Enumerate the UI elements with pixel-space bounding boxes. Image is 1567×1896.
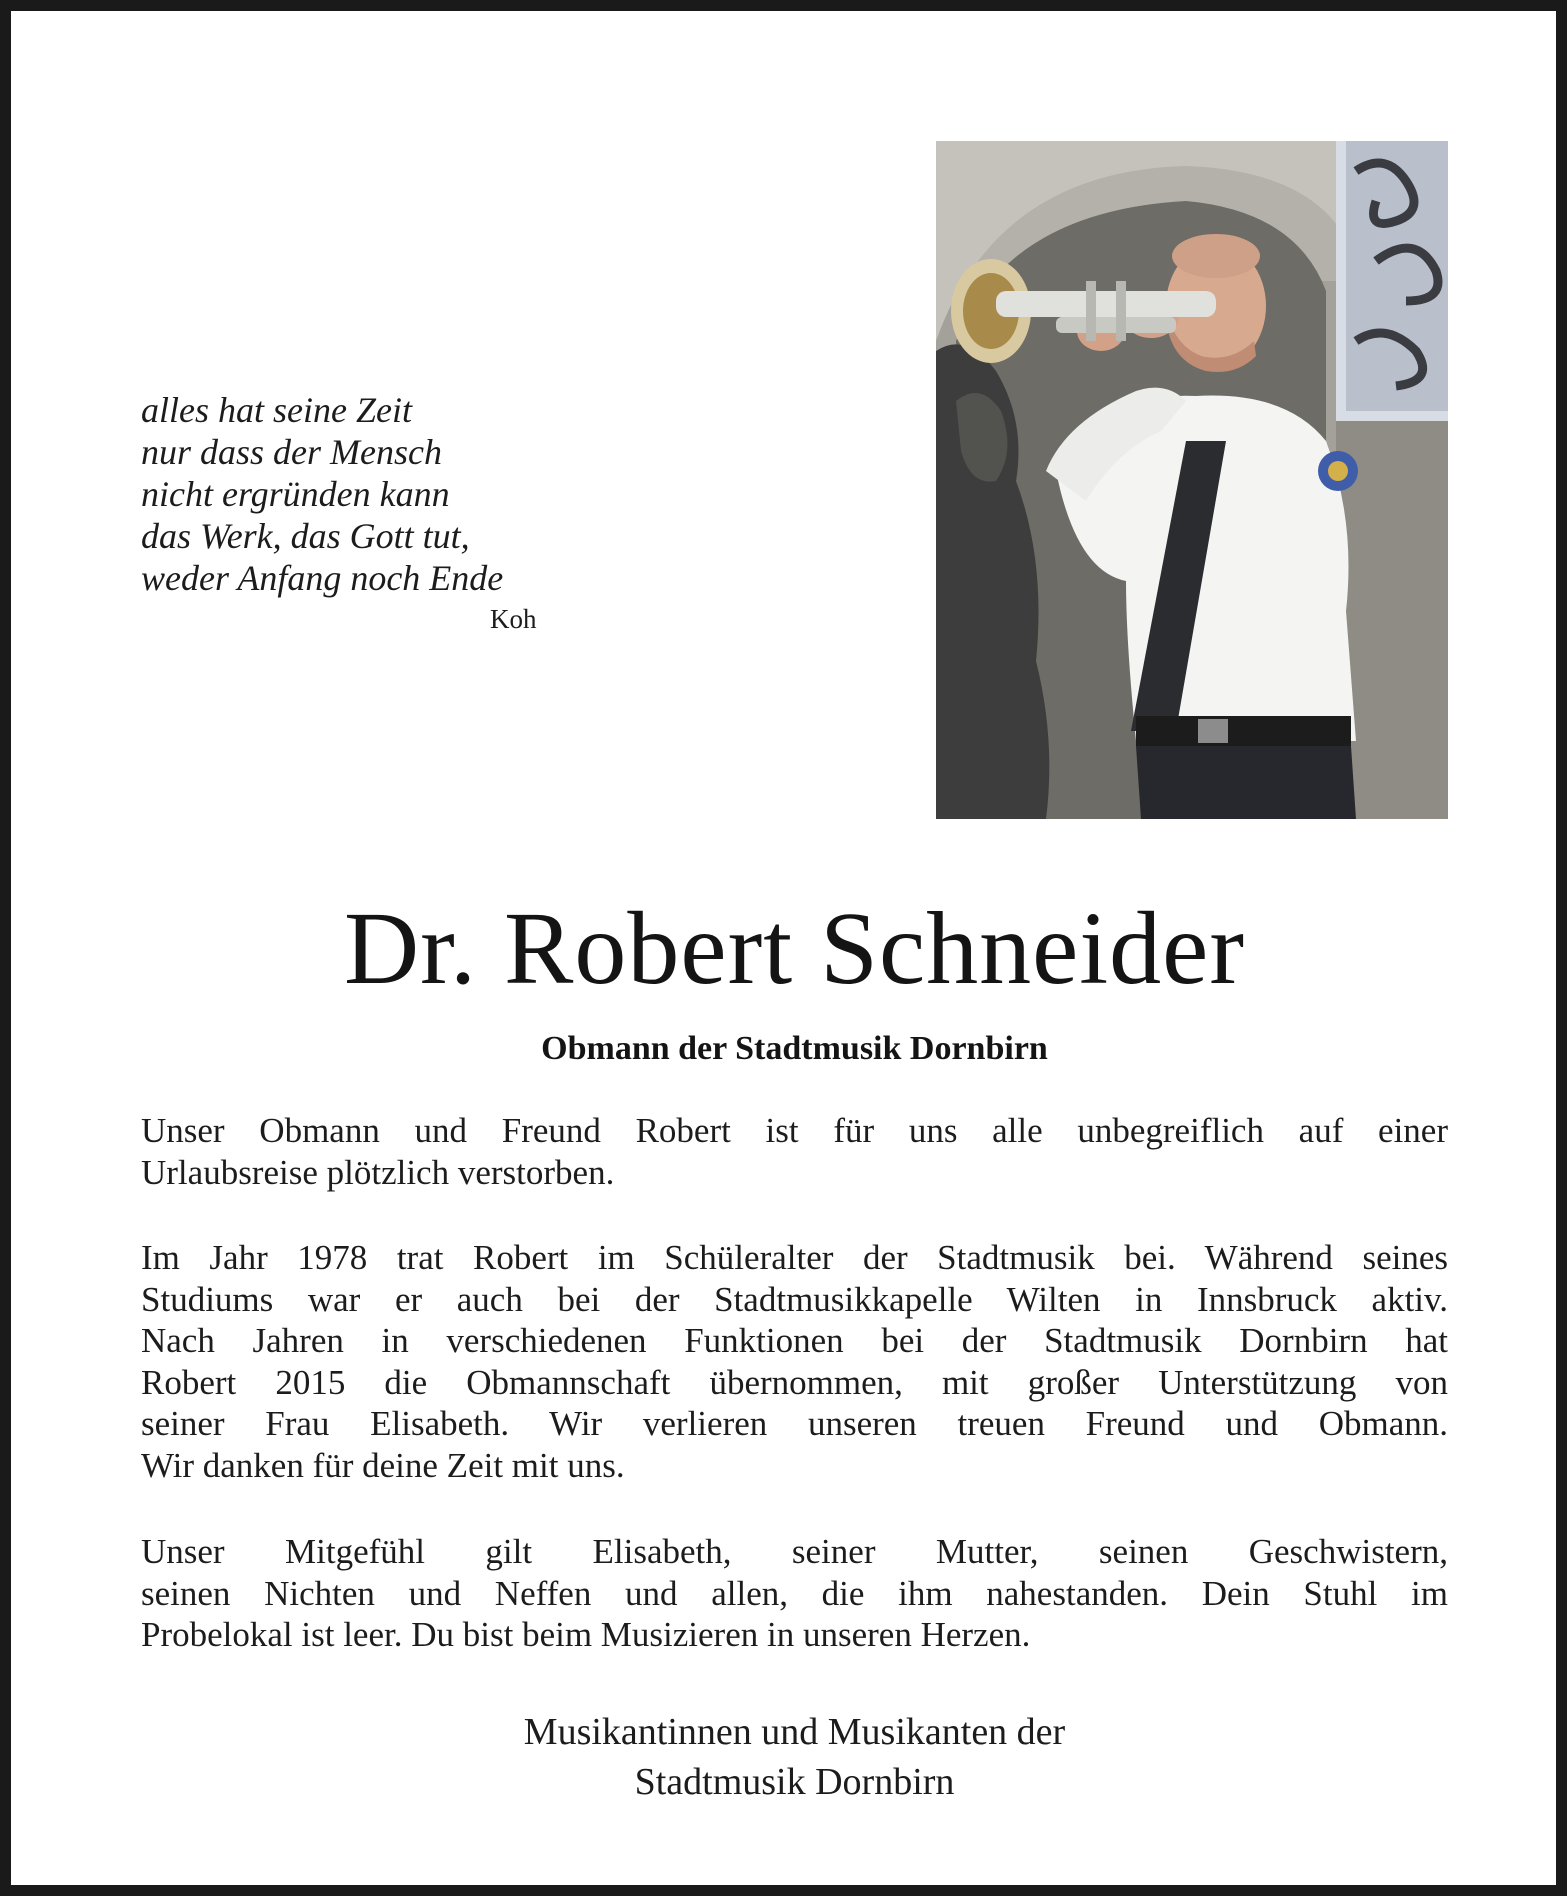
trumpet-player-photo-icon [936,141,1448,819]
quote-line: alles hat seine Zeit [141,390,412,430]
paragraph-line: seinen Nichten und Neffen und allen, die ihm nahestanden. Dein Stuhl im [141,1573,1448,1613]
signature-line: Musikantinnen und Musikanten der [523,1711,1066,1753]
paragraph-line: Probelokal ist leer. Du bist beim Musizieren in unseren Herzen. [141,1615,1031,1654]
paragraph-line: Wir danken für deine Zeit mit uns. [141,1445,625,1485]
deceased-role: Obmann der Stadtmusik Dornbirn [541,1030,1048,1067]
paragraph-1 [141,1110,1448,1193]
paragraph-line: Im Jahr 1978 trat Robert im Schüleralter der Stadtmusik bei. Während seines [141,1238,1448,1277]
quote-line: nur dass der Mensch [141,432,442,472]
paragraph-line: Unser Mitgefühl gilt Elisabeth, seiner Mutter, seinen Geschwistern, [141,1532,1448,1571]
paragraph-line: Studiums war er auch bei der Stadtmusikkapelle Wilten in Innsbruck aktiv. [141,1279,1448,1319]
paragraph-line: Urlaubsreise plötzlich verstorben. [141,1152,615,1192]
paragraph-line: seiner Frau Elisabeth. Wir verlieren unseren treuen Freund und Obmann. [141,1404,1448,1443]
epigraph-quote [141,389,581,639]
paragraph-2 [141,1237,1448,1486]
deceased-name: Dr. Robert Schneider [344,891,1245,1006]
quote-source: Koh [490,604,537,634]
signature-line: Stadtmusik Dornbirn [634,1761,955,1803]
signature [11,1707,1567,1807]
paragraph-line: Unser Obmann und Freund Robert ist für uns alle unbegreiflich auf einer [141,1111,1448,1150]
paragraph-line: Robert 2015 die Obmannschaft übernommen, mit großer Unterstützung von [141,1362,1448,1402]
quote-line: nicht ergründen kann [141,474,450,514]
quote-line: weder Anfang noch Ende [141,558,504,598]
paragraph-3 [141,1531,1448,1656]
portrait-photo [936,141,1448,819]
paragraph-line: Nach Jahren in verschiedenen Funktionen bei der Stadtmusik Dornbirn hat [141,1321,1448,1360]
quote-line: das Werk, das Gott tut, [141,516,470,556]
